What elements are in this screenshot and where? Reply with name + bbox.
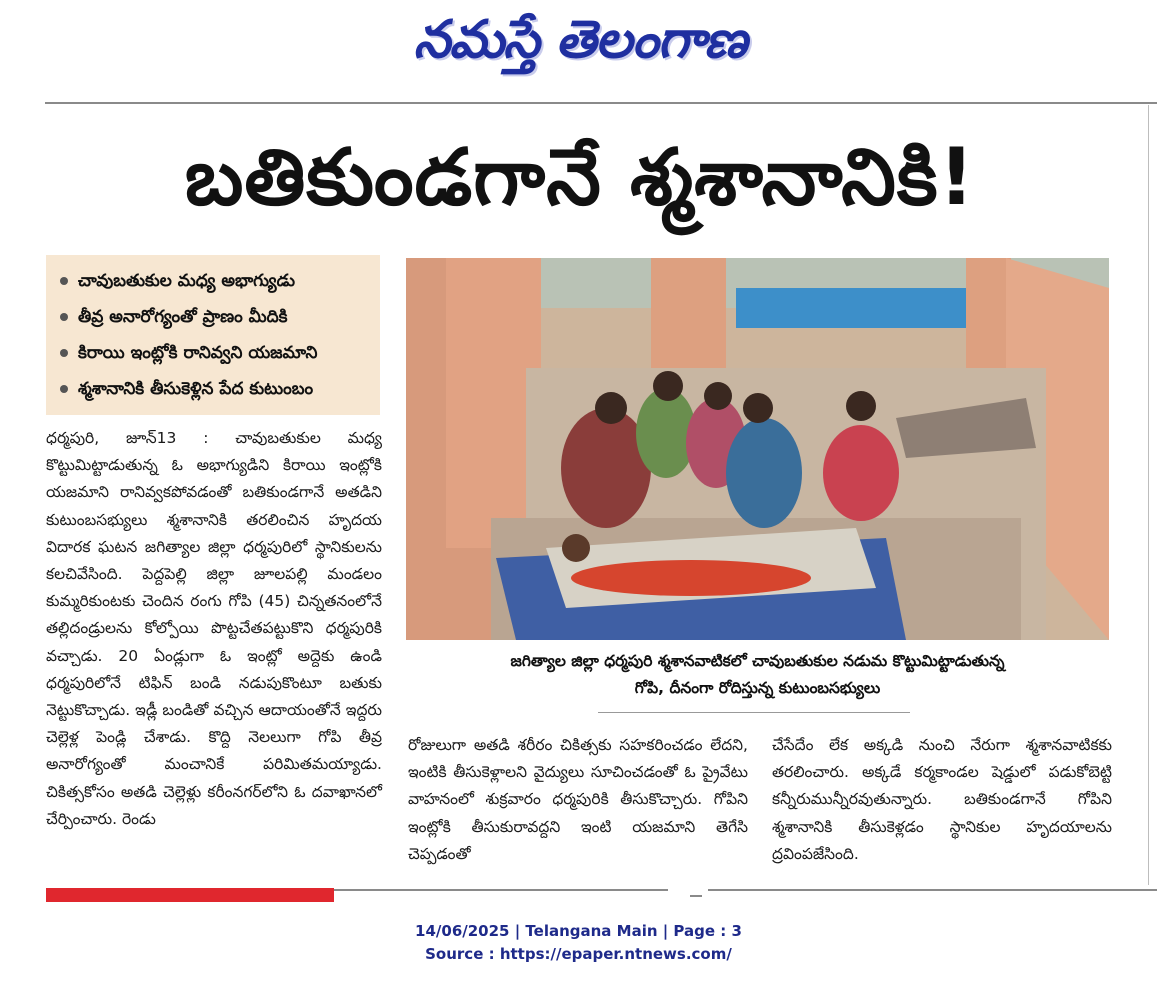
bullet-icon — [60, 277, 68, 285]
bottom-rule — [708, 889, 1157, 891]
highlight-item — [60, 371, 380, 407]
bullet-icon — [60, 313, 68, 321]
highlight-item — [60, 263, 380, 299]
photo-caption — [406, 648, 1109, 704]
masthead — [0, 0, 1157, 100]
bottom-rule — [334, 889, 668, 891]
masthead-rule — [45, 102, 1157, 104]
red-accent-bar — [46, 888, 334, 902]
article-headline: బతికుండగానే శ్మశానానికి! — [184, 133, 976, 223]
caption-line: గోపి, దీనంగా రోదిస్తున్న కుటుంబసభ్యులు — [634, 679, 881, 697]
column-divider — [1148, 105, 1149, 885]
news-photo-illustration — [406, 258, 1109, 640]
bullet-icon — [60, 385, 68, 393]
highlight-text: కిరాయి ఇంట్లోకి రానివ్వని యజమాని — [78, 343, 318, 363]
footer-source: Source : https://epaper.ntnews.com/ — [425, 945, 732, 963]
caption-line: జగిత్యాల జిల్లా ధర్మపురి శ్మశానవాటికలో చావుబతుకుల నడుమ కొట్టుమిట్టాడుతున్న — [510, 652, 1005, 670]
article-text: చేసేదేం లేక అక్కడి నుంచి నేరుగా శ్మశానవాటికకు తరలించారు. అక్కడే కర్మకాండల షెడ్డులో పడుకోబెట్టి కన్నీరుమున్నీరవుతున్నారు. బతికుండగానే గోపిని శ్మశానానికి తీసుకెళ్లడం స్థానికుల హృదయాలను ద్రవింపజేసింది. — [772, 736, 1112, 863]
highlight-text: తీవ్ర అనారోగ్యంతో ప్రాణం మీదికి — [78, 307, 288, 327]
article-column-2 — [408, 732, 748, 872]
highlights-box — [46, 255, 380, 415]
bullet-icon — [60, 349, 68, 357]
caption-rule — [598, 712, 910, 713]
article-column-3 — [772, 732, 1112, 872]
news-photo — [406, 258, 1109, 640]
bottom-rule — [690, 895, 702, 897]
article-text: రోజులుగా అతడి శరీరం చికిత్సకు సహకరించడం లేదని, ఇంటికి తీసుకెళ్లాలని వైద్యులు సూచించడంతో ఓ ప్రైవేటు వాహనంలో శుక్రవారం ధర్మపురికి తీసుకొచ్చారు. గోపిని ఇంట్లోకి తీసుకురావద్దని ఇంటి యజమాని తెగేసి చెప్పడంతో — [408, 736, 748, 863]
highlight-item — [60, 299, 380, 335]
highlight-text: చావుబతుకుల మధ్య అభాగ్యుడు — [78, 271, 296, 291]
article-text: ధర్మపురి, జూన్13 : చావుబతుకుల మధ్య కొట్టుమిట్టాడుతున్న ఓ అభాగ్యుడిని కిరాయి ఇంట్లోకి యజమాని రానివ్వకపోవడంతో బతికుండగానే అతడిని కుటుంబసభ్యులు శ్మశానానికి తరలించిన హృదయ విదారక ఘటన జగిత్యాల జిల్లా ధర్మపురిలో స్థానికులను కలచివేసింది. పెద్దపెల్లి జిల్లా జూలపల్లి మండలం కుమ్మరికుంటకు చెందిన రంగు గోపి (45) చిన్నతనంలోనే తల్లిదండ్రులను కోల్పోయి పొట్టచేతపట్టుకొని ధర్మపురికి వచ్చాడు. 20 ఏండ్లుగా ఓ ఇంట్లో అద్దెకు ఉండి ధర్మపురిలోనే టిఫిన్ బండి నడుపుకొంటూ బతుకు నెట్టుకొచ్చాడు. ఇడ్లీ బండితో వచ్చిన ఆదాయంతోనే ఇద్దరు చెల్లెళ్ల పెండ్లి చేశాడు. కొద్ది నెలలుగా గోపి తీవ్ర అనారోగ్యంతో మంచానికే పరిమితమయ్యాడు. చికిత్సకోసం అతడి చెల్లెళ్లు కరీంనగర్‌లోని ఓ దవాఖానలో చేర్పించారు. రెండు — [46, 429, 382, 828]
footer-date-page: 14/06/2025 | Telangana Main | Page : 3 — [415, 922, 742, 940]
highlight-item — [60, 335, 380, 371]
highlight-text: శ్మశానానికి తీసుకెళ్లిన పేద కుటుంబం — [78, 379, 314, 399]
epaper-footer — [0, 920, 1157, 966]
newspaper-logo: నమస్తే తెలంగాణ — [413, 10, 747, 70]
article-column-1 — [46, 425, 382, 865]
